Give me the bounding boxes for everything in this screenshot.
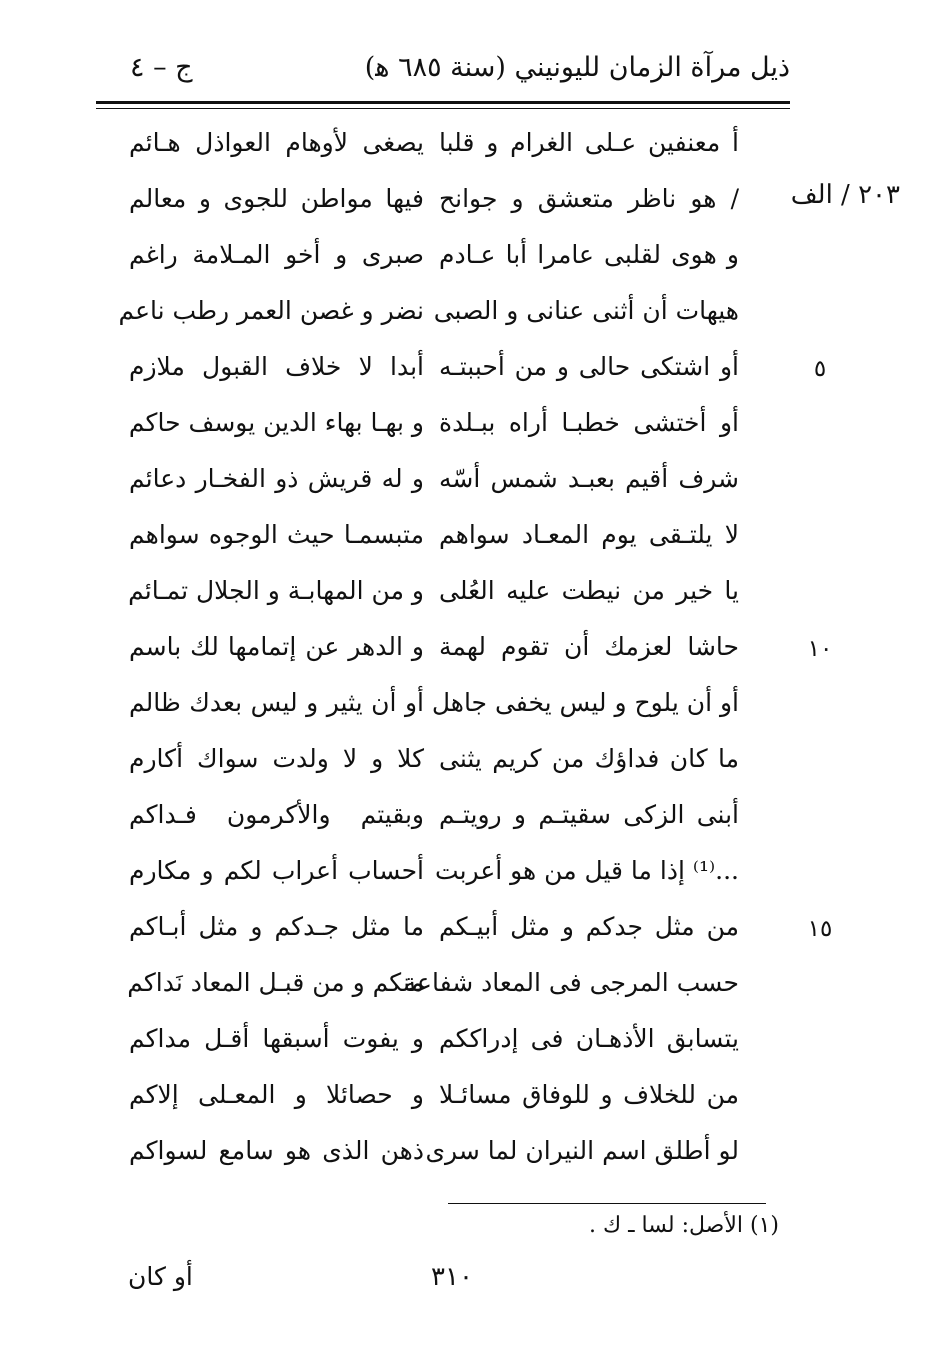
poem-line bbox=[0, 1136, 944, 1192]
poem-line bbox=[0, 520, 944, 576]
first-hemistich: أو أختشى خطبـا أراه ببـلدة bbox=[439, 408, 739, 437]
second-hemistich: و له قريش ذو الفخـار دعائم bbox=[129, 464, 424, 493]
first-hemistich: شرف أقيم بعبـد شمس أسّه bbox=[439, 464, 739, 493]
header-rule-thick bbox=[96, 101, 790, 104]
poem-line bbox=[0, 688, 944, 744]
poem-line bbox=[0, 1024, 944, 1080]
first-hemistich: من مثل جدكم و مثل أبيـكم bbox=[439, 912, 739, 941]
second-hemistich: فيها مواطن للجوى و معالم bbox=[129, 184, 424, 213]
poem-line bbox=[0, 912, 944, 968]
second-hemistich: أحساب أعراب لكم و مكارم bbox=[129, 856, 424, 885]
second-hemistich: و من المهابـة و الجلال تمـائم bbox=[128, 576, 424, 605]
manuscript-folio-note: ٢٠٣ / الف bbox=[790, 180, 900, 210]
first-hemistich: لا يلتـقى يوم المعـاد سواهم bbox=[439, 520, 739, 549]
first-hemistich: من للخلاف و للوفاق مسائـلا bbox=[439, 1080, 739, 1109]
poem-line bbox=[0, 744, 944, 800]
first-hemistich: يا خير من نيطت عليه العُلى bbox=[439, 576, 739, 605]
footnote: (١) الأصل: لسا ـ ك . bbox=[589, 1213, 779, 1238]
second-hemistich: و حصائلا و المعـلى إلاكم bbox=[129, 1080, 424, 1109]
second-hemistich: وبقيتم والأكرمون فـداكم bbox=[129, 800, 424, 829]
poem-line bbox=[0, 1080, 944, 1136]
second-hemistich: و الدهر عن إتمامها لك باسم bbox=[129, 632, 424, 661]
first-hemistich: هيهات أن أثنى عنانى و الصبى bbox=[433, 296, 739, 325]
second-hemistich: يصغى لأوهام العواذل هـائم bbox=[129, 128, 424, 157]
header-rule-thin bbox=[96, 108, 790, 109]
line-number: ١٠ bbox=[807, 636, 833, 662]
second-hemistich: صبرى و أخو المـلامة راغم bbox=[129, 240, 424, 269]
second-hemistich: كلا و لا ولدت سواك أكارم bbox=[129, 744, 424, 773]
first-hemistich: / هو ناظر متعشق و جوانح bbox=[439, 184, 739, 213]
poem-line bbox=[0, 576, 944, 632]
poem-line bbox=[0, 632, 944, 688]
book-title: ذيل مرآة الزمان لليونيني (سنة ٦٨٥ ﻫ) bbox=[364, 52, 790, 83]
second-hemistich: ما مثل جـدكم و مثل أبـاكم bbox=[129, 912, 424, 941]
line-number: ٥ bbox=[813, 356, 827, 382]
first-hemistich: أو اشتكى حالى و من أحببتـه bbox=[439, 352, 739, 381]
second-hemistich: و بهـا بهاء الدين يوسف حاكم bbox=[128, 408, 424, 437]
first-hemistich: حسب المرجى فى المعاد شفاعة bbox=[403, 968, 739, 997]
running-header bbox=[100, 52, 790, 96]
page-number: ٣١٠ bbox=[431, 1262, 473, 1292]
second-hemistich: متبسمـا حيث الوجوه سواهم bbox=[129, 520, 424, 549]
first-hemistich: أبنى الزكى سقيتـم و رويتـم bbox=[439, 800, 739, 829]
second-hemistich: أبدا لا خلاف القبول ملازم bbox=[129, 352, 424, 381]
catchword: أو كان bbox=[128, 1262, 193, 1291]
poem-line bbox=[0, 128, 944, 184]
poem-line bbox=[0, 856, 944, 912]
first-hemistich: حاشا لعزمك أن تقوم لهمة bbox=[439, 632, 739, 661]
first-hemistich: أو أن يلوح و ليس يخفى جاهل bbox=[431, 688, 739, 717]
first-hemistich: لو أطلق اسم النيران لما سرى bbox=[425, 1136, 739, 1165]
poem-line bbox=[0, 352, 944, 408]
footnote-rule bbox=[448, 1203, 766, 1204]
second-hemistich: ذهن الذى هو سامع لسواكم bbox=[129, 1136, 424, 1165]
second-hemistich: و يفوت أسبقها أقـل مداكم bbox=[129, 1024, 424, 1053]
second-hemistich: منكم و من قبـل المعاد نَداكم bbox=[127, 968, 424, 997]
first-hemistich: ...⁽¹⁾ إذا ما قيل من هو أعربت bbox=[435, 856, 739, 885]
first-hemistich: ما كان فداؤك من كريم يثنى bbox=[439, 744, 739, 773]
poem-line bbox=[0, 800, 944, 856]
second-hemistich: أو أن يثير و ليس بعدك ظالم bbox=[129, 688, 424, 717]
first-hemistich: و هوى لقلبى عامرا أبا عـادم bbox=[439, 240, 739, 269]
first-hemistich: أ معنفين عـلى الغرام و قلبا bbox=[439, 128, 739, 157]
poem-line bbox=[0, 464, 944, 520]
poem-line bbox=[0, 296, 944, 352]
second-hemistich: نضر و غصن العمر رطب ناعم bbox=[118, 296, 424, 325]
volume-label: ج – ٤ bbox=[130, 52, 193, 83]
first-hemistich: يتسابق الأذهـان فى إدراككم bbox=[439, 1024, 739, 1053]
line-number: ١٥ bbox=[807, 916, 833, 942]
poem-line bbox=[0, 240, 944, 296]
poem-line bbox=[0, 184, 944, 240]
poem-line bbox=[0, 408, 944, 464]
poem-line bbox=[0, 968, 944, 1024]
